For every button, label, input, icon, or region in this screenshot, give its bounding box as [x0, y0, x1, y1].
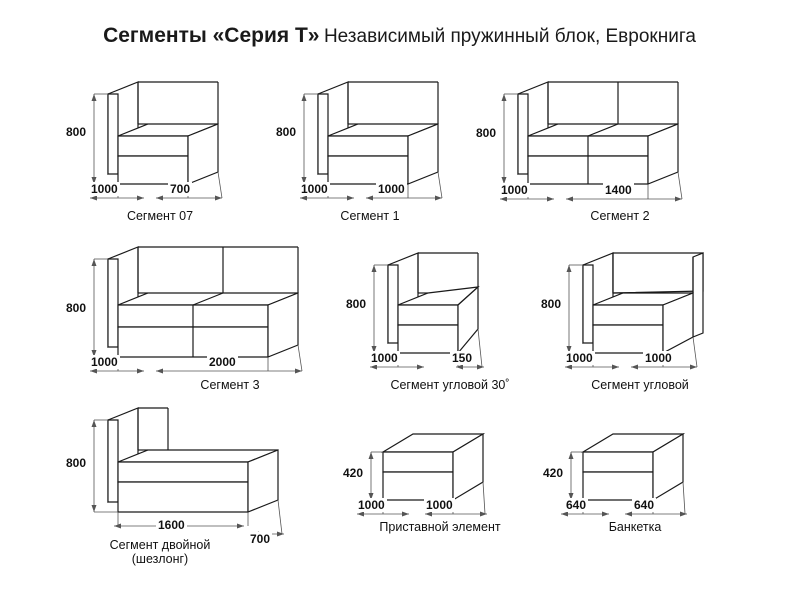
dim-height-segment-uglovoy: 800	[541, 297, 562, 311]
page-title-regular: Независимый пружинный блок, Еврокнига	[323, 26, 696, 47]
page-title	[0, 24, 799, 48]
caption-segment-07: Сегмент 07	[126, 209, 194, 223]
dim-depth-segment-07: 700	[170, 182, 191, 196]
item-segment-uglovoy	[541, 243, 755, 393]
dim-depth-banketka: 640	[634, 498, 655, 512]
dim-width-segment-3: 1000	[91, 355, 118, 369]
item-segment-uglovoy-30	[346, 243, 525, 393]
caption-segment-uglovoy: Сегмент угловой	[591, 378, 689, 392]
dim-depth-pristavnoy-element: 1000	[426, 498, 453, 512]
dim-height-segment-3: 800	[66, 301, 87, 315]
segment-dvoynoy-dimensions	[70, 398, 330, 548]
dim-depth-segment-3: 2000	[209, 355, 236, 369]
caption-segment-3: Сегмент 3	[200, 378, 260, 392]
dim-width-segment-1: 1000	[301, 182, 328, 196]
dim-height-segment-dvoynoy: 800	[66, 456, 87, 470]
segment-1-dimensions	[290, 78, 480, 228]
dim-width-segment-uglovoy-30: 1000	[371, 351, 398, 365]
caption-segment-1: Сегмент 1	[340, 209, 400, 223]
dim-height-segment-2: 800	[476, 126, 497, 140]
caption-banketka: Банкетка	[608, 520, 662, 534]
dim-depth-segment-2: 1400	[605, 183, 632, 197]
caption-segment-dvoynoy-line2: (шезлонг)	[131, 552, 189, 566]
segment-07-dimensions	[70, 78, 250, 228]
dim-width-banketka: 640	[566, 498, 587, 512]
page-title-bold: Сегменты «Серия Т»	[103, 24, 320, 47]
item-segment-1	[276, 78, 480, 228]
caption-segment-2: Сегмент 2	[590, 209, 650, 223]
segment-uglovoy-dimensions	[555, 243, 755, 393]
dim-width-segment-uglovoy: 1000	[566, 351, 593, 365]
dim-depth-segment-dvoynoy: 700	[250, 532, 271, 546]
caption-segment-dvoynoy-line1: Сегмент двойной	[109, 538, 211, 552]
caption-segment-dvoynoy	[50, 538, 270, 566]
item-segment-dvoynoy	[66, 398, 330, 548]
item-segment-3	[66, 235, 350, 395]
caption-segment-uglovoy-30: Сегмент угловой 30˚	[390, 378, 510, 392]
segment-uglovoy-30-dimensions	[360, 243, 525, 393]
segment-2-dimensions	[490, 66, 740, 231]
dim-width-pristavnoy-element: 1000	[358, 498, 385, 512]
dim-depth-segment-1: 1000	[378, 182, 405, 196]
dim-height-segment-uglovoy-30: 800	[346, 297, 367, 311]
dim-width-segment-2: 1000	[501, 183, 528, 197]
caption-pristavnoy-element: Приставной элемент	[379, 520, 501, 534]
item-segment-2	[476, 66, 740, 231]
dim-height-segment-07: 800	[66, 125, 87, 139]
dim-height-segment-1: 800	[276, 125, 297, 139]
dim-width-segment-dvoynoy: 1600	[158, 518, 185, 532]
segment-3-dimensions	[70, 235, 350, 395]
dim-depth-segment-uglovoy-30: 150	[452, 351, 473, 365]
dim-width-segment-07: 1000	[91, 182, 118, 196]
dim-height-banketka: 420	[543, 466, 564, 480]
item-segment-07	[66, 78, 250, 228]
dim-depth-segment-uglovoy: 1000	[645, 351, 672, 365]
dim-height-pristavnoy-element: 420	[343, 466, 364, 480]
